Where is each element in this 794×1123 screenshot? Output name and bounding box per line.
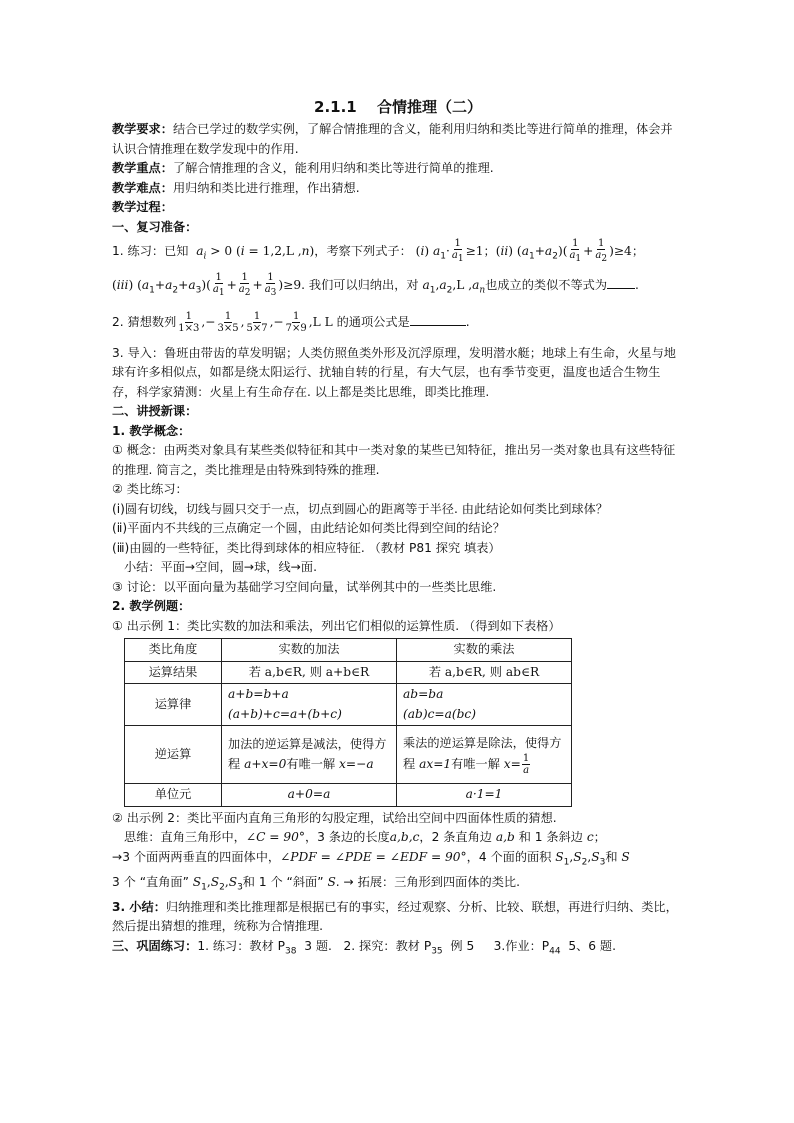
table-header-row <box>125 639 572 662</box>
teaching-requirements <box>112 120 684 159</box>
diff-label: 教学难点： <box>112 180 173 195</box>
sub-heading-1: 1. 教学概念： <box>112 423 191 438</box>
key-text: 了解合情推理的含义，能利用归纳和类比等进行简单的推理. <box>172 161 494 175</box>
summary-line: 小结：平面→空间，圆→球，线→面. <box>124 560 317 575</box>
thinking-2: →3 个面两两垂直的四面体中，∠PDF = ∠PDE = ∠EDF = 90°，4 个面的面积 $S_1,S_2,S_3$和 S <box>112 849 630 868</box>
exercise-3: 3. 导入：鲁班由带齿的草发明锯；人类仿照鱼类外形及沉浮原理，发明潜水艇；地球上有生命，火星与地球有许多相似点，如都是绕太阳运行、扰轴自转的行星，有大气层，也有季节变更，温度也适合生物生存，科学家猜测：火星上有生命存在. 以上都是类比思维，即类比推理. <box>112 345 676 399</box>
section-3: 三、巩固练习：1. 练习：教材 $P_{38}$ 3 题. 2. 探究：教材 $P_{35}$ 例 5 3.作业：$P_{44}$ 5、6 题. <box>112 938 616 957</box>
table-row: 单位元 a+0=a a·1=1 <box>125 784 572 807</box>
section-1-heading: 一、复习准备： <box>112 219 198 234</box>
teaching-process <box>112 198 684 218</box>
process-label: 教学过程： <box>112 200 173 214</box>
table-header: 类比角度 <box>125 639 222 662</box>
exercise-2: 2. 猜想数列 $\frac{1}{1\times 3}$ ,− $\frac{1}{3\times 5}$ , $\frac{1}{5\times 7}$ ,− $\frac{1}{7\times 9}$ ,L L 的通项公式是 . <box>112 310 470 334</box>
teaching-difficulties <box>112 179 684 199</box>
analogy-practice: ② 类比练习： <box>112 482 188 497</box>
key-label: 教学重点： <box>112 161 173 175</box>
teaching-key-points <box>112 159 684 179</box>
analogy-table <box>124 638 572 807</box>
exercise-1-cont: (iii) $(a_1+a_2+a_3)$( $\frac{1}{a_1}$ + $\frac{1}{a_2}$ + $\frac{1}{a_3}$ )≥9. 我们可以归纳出，对 $a_1,a_2,L$ $,a_n$也成立的类似不等式为 . <box>112 272 639 299</box>
table-row: 逆运算 加法的逆运算是减法，使得方程 a+x=0有唯一解 x=−a 乘法的逆运算是除法，使得方程 ax=1有唯一解 x= $\frac{1}{a}$ <box>125 726 572 784</box>
table-header: 实数的乘法 <box>397 639 572 662</box>
document-page <box>112 96 684 962</box>
sub-heading-2: 2. 教学例题： <box>112 599 191 614</box>
analogy-i: (ⅰ)圆有切线，切线与圆只交于一点，切点到圆心的距离等于半径. 由此结论如何类比到球体？ <box>112 501 608 516</box>
discussion: ③ 讨论：以平面向量为基础学习空间向量，试举例其中的一些类比思维. <box>112 579 497 594</box>
example-2: ② 出示例 2：类比平面内直角三角形的勾股定理，试给出空间中四面体性质的猜想. <box>112 810 557 825</box>
thinking-3: 3 个 “直角面” $S_1,S_2,S_3$和 1 个 “斜面” S. → 拓展：三角形到四面体的类比. <box>112 874 520 893</box>
sub-heading-3: 3. 小结：归纳推理和类比推理都是根据已有的事实，经过观察、分析、比较、联想，再进行归纳、类比，然后提出猜想的推理，统称为合情推理. <box>112 899 678 934</box>
section-2-heading: 二、讲授新课： <box>112 404 198 419</box>
example-1: ① 出示例 1：类比实数的加法和乘法，列出它们相似的运算性质. （得到如下表格） <box>112 618 561 633</box>
req-text: 结合已学过的数学实例，了解合情推理的含义，能利用归纳和类比等进行简单的推理，体会并认识合情推理在数学发现中的作用. <box>112 122 673 156</box>
table-row: 运算律 a+b=b+a (a+b)+c=a+(b+c) ab=ba (ab)c=a(bc) <box>125 684 572 726</box>
thinking-1: 思维：直角三角形中，∠C = 90°，3 条边的长度a,b,c，2 条直角边 a,b 和 1 条斜边 c； <box>124 830 606 845</box>
req-label: 教学要求： <box>112 122 173 136</box>
page-title: 2.1.1 合情推理（二） <box>314 98 482 116</box>
diff-text: 用归纳和类比进行推理，作出猜想. <box>172 180 360 195</box>
table-row: 运算结果 若 a,b∈R, 则 a+b∈R 若 a,b∈R, 则 ab∈R <box>125 661 572 684</box>
concept: ① 概念：由两类对象具有某些类似特征和其中一类对象的某些已知特征，推出另一类对象也具有这些特征的推理. 简言之，类比推理是由特殊到特殊的推理. <box>112 443 676 477</box>
analogy-ii: (ⅱ)平面内不共线的三点确定一个圆，由此结论如何类比得到空间的结论？ <box>112 521 505 536</box>
exercise-1: 1. 练习：已知 $a_i > 0$ (i = 1,2,L ,n)，考察下列式子： (i) $a_1\cdot$ $\frac{1}{a_1}$ ≥1；(ii) $(a_1+a_2)$( $\frac{1}{a_1}$ + $\frac{1}{a_2}$ )≥4； <box>112 238 644 264</box>
analogy-iii: (ⅲ)由圆的一些特征，类比得到球体的相应特征. （教材 P81 探究 填表） <box>112 540 501 555</box>
table-header: 实数的加法 <box>222 639 397 662</box>
